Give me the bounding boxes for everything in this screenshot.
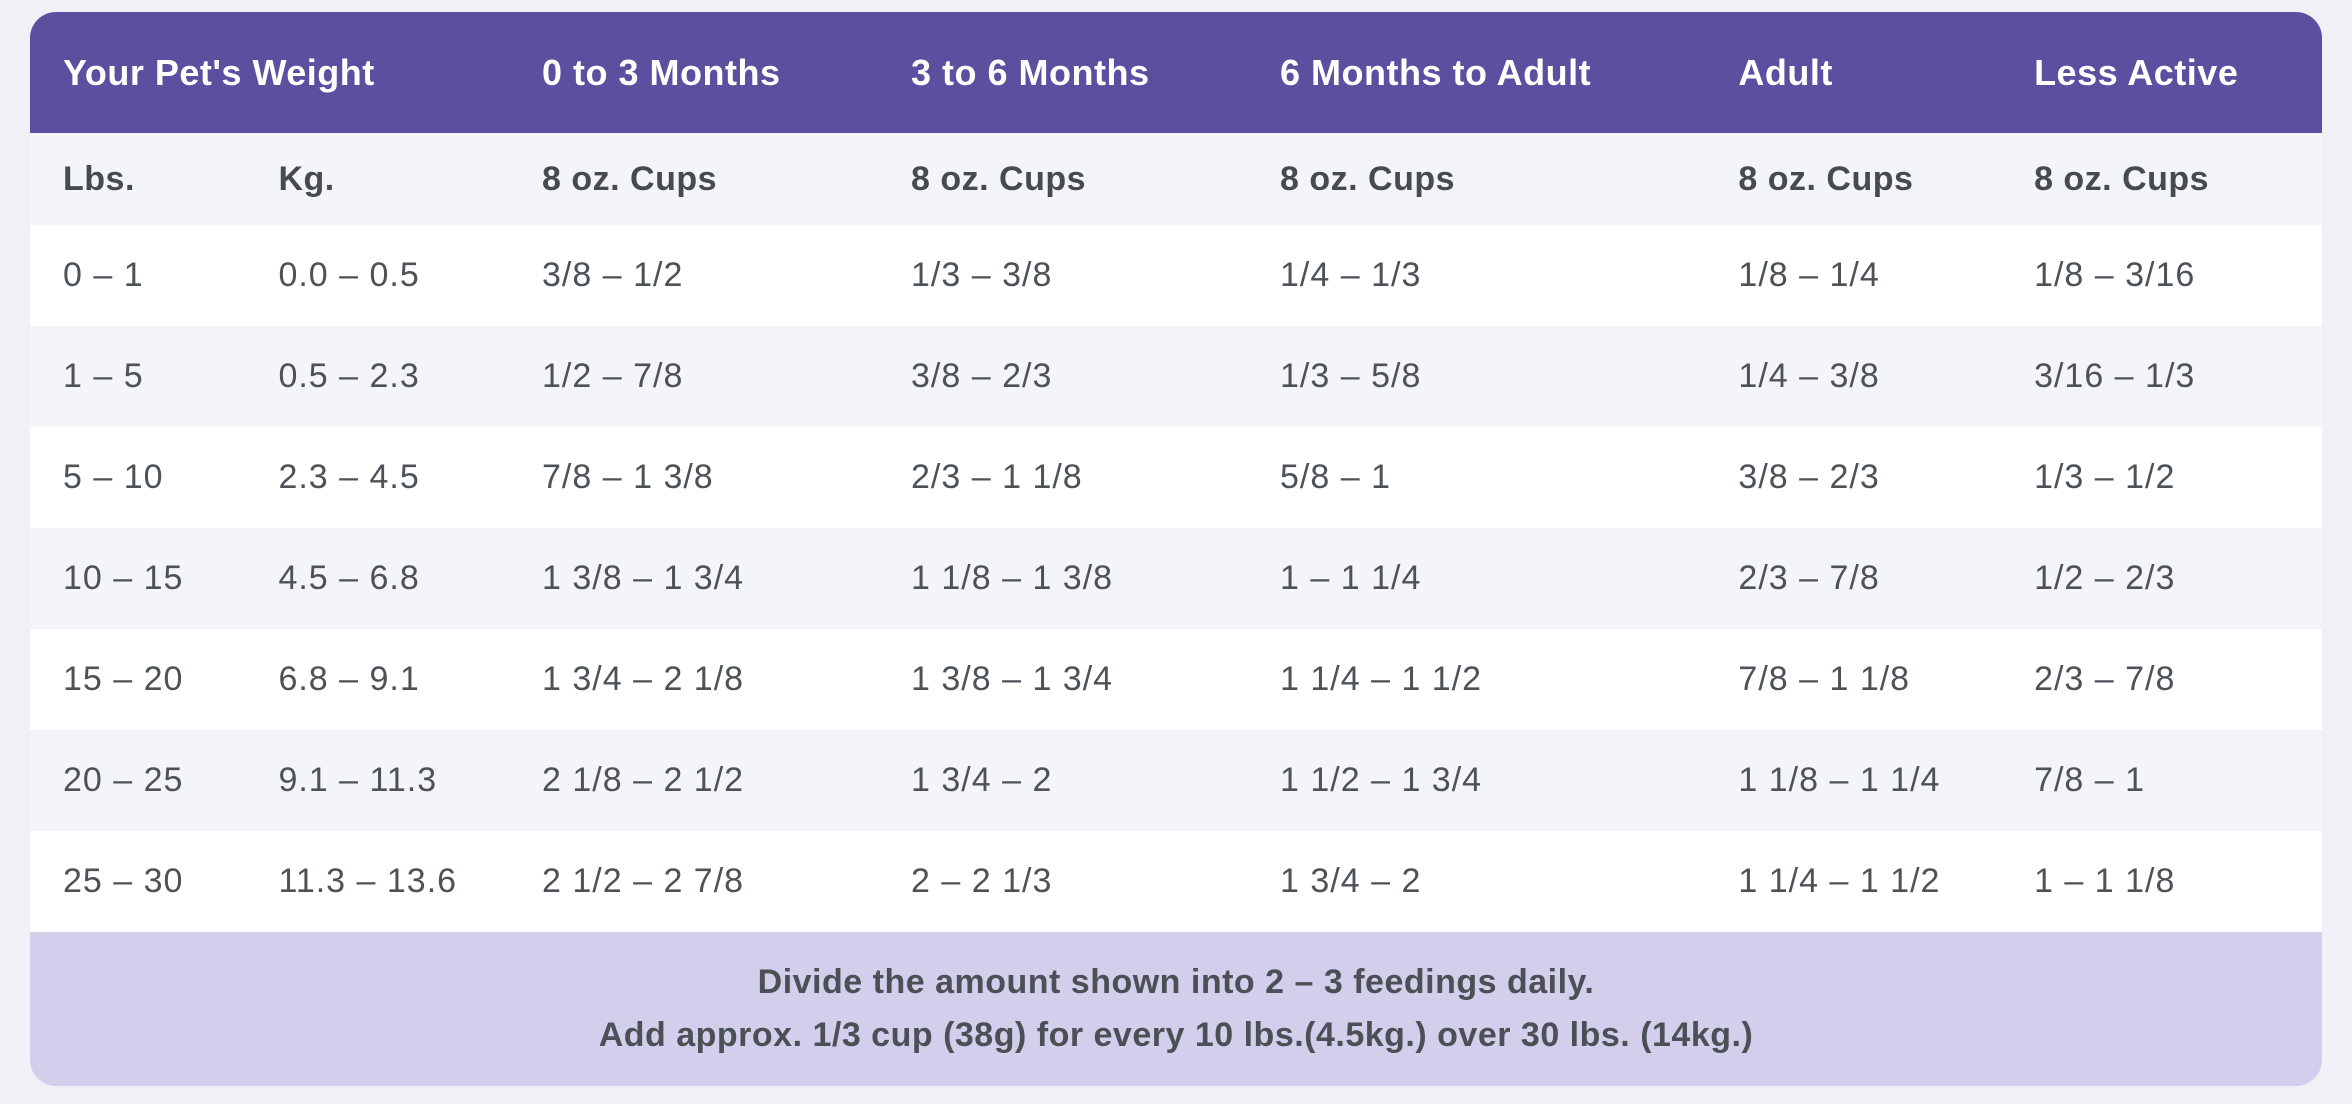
unit-lbs: Lbs. — [30, 133, 245, 225]
header-row — [30, 12, 2322, 133]
cell-0-3-months: 1 3/8 – 1 3/4 — [542, 559, 745, 597]
cell-lbs: 10 – 15 — [63, 559, 184, 597]
cell-kg: 2.3 – 4.5 — [278, 458, 420, 496]
cell-0-3-months: 2 1/2 – 2 7/8 — [542, 862, 745, 900]
cell-6-months-adult: 1/4 – 1/3 — [1280, 256, 1422, 294]
header-adult: Adult — [1705, 12, 2001, 133]
feeding-guide-card — [30, 12, 2322, 1086]
cell-0-3-months: 3/8 – 1/2 — [542, 256, 684, 294]
cell-3-6-months: 1 1/8 – 1 3/8 — [911, 559, 1114, 597]
cell-adult: 1 1/4 – 1 1/2 — [1738, 862, 1941, 900]
cell-0-3-months: 1 3/4 – 2 1/8 — [542, 660, 745, 698]
header-your-pets-weight: Your Pet's Weight — [30, 12, 509, 133]
cell-adult: 2/3 – 7/8 — [1738, 559, 1880, 597]
unit-kg: Kg. — [245, 133, 509, 225]
table-row — [30, 528, 2322, 629]
cell-less-active: 1/8 – 3/16 — [2034, 256, 2196, 294]
cell-3-6-months: 2 – 2 1/3 — [911, 862, 1053, 900]
cell-0-3-months: 1/2 – 7/8 — [542, 357, 684, 395]
cell-lbs: 15 – 20 — [63, 660, 184, 698]
header-0-to-3-months: 0 to 3 Months — [509, 12, 878, 133]
cell-less-active: 7/8 – 1 — [2034, 761, 2146, 799]
cell-0-3-months: 7/8 – 1 3/8 — [542, 458, 714, 496]
cell-3-6-months: 1 3/8 – 1 3/4 — [911, 660, 1114, 698]
cell-lbs: 5 – 10 — [63, 458, 164, 496]
cell-adult: 3/8 – 2/3 — [1738, 458, 1880, 496]
cell-less-active: 2/3 – 7/8 — [2034, 660, 2176, 698]
cell-6-months-adult: 5/8 – 1 — [1280, 458, 1391, 496]
cell-adult: 1 1/8 – 1 1/4 — [1738, 761, 1941, 799]
header-3-to-6-months: 3 to 6 Months — [878, 12, 1247, 133]
feeding-note — [30, 932, 2322, 1086]
cell-kg: 6.8 – 9.1 — [278, 660, 420, 698]
feeding-note-line1: Divide the amount shown into 2 – 3 feedings daily. — [757, 963, 1595, 1001]
cell-less-active: 1/3 – 1/2 — [2034, 458, 2176, 496]
table-row — [30, 225, 2322, 326]
cell-3-6-months: 1/3 – 3/8 — [911, 256, 1053, 294]
header-less-active: Less Active — [2001, 12, 2322, 133]
cell-6-months-adult: 1/3 – 5/8 — [1280, 357, 1422, 395]
cell-adult: 7/8 – 1 1/8 — [1738, 660, 1911, 698]
table-row — [30, 326, 2322, 427]
cell-6-months-adult: 1 3/4 – 2 — [1280, 862, 1422, 900]
table-row — [30, 427, 2322, 528]
cell-3-6-months: 2/3 – 1 1/8 — [911, 458, 1083, 496]
cell-lbs: 0 – 1 — [63, 256, 144, 294]
units-row — [30, 133, 2322, 225]
unit-cups-3-6: 8 oz. Cups — [878, 133, 1247, 225]
cell-lbs: 25 – 30 — [63, 862, 184, 900]
unit-cups-0-3: 8 oz. Cups — [509, 133, 878, 225]
cell-kg: 4.5 – 6.8 — [278, 559, 420, 597]
table-row — [30, 831, 2322, 932]
header-6-months-to-adult: 6 Months to Adult — [1247, 12, 1705, 133]
cell-adult: 1/4 – 3/8 — [1738, 357, 1880, 395]
unit-cups-6-adult: 8 oz. Cups — [1247, 133, 1705, 225]
cell-0-3-months: 2 1/8 – 2 1/2 — [542, 761, 745, 799]
cell-kg: 0.5 – 2.3 — [278, 357, 420, 395]
table-row — [30, 629, 2322, 730]
unit-cups-less-active: 8 oz. Cups — [2001, 133, 2322, 225]
cell-6-months-adult: 1 1/2 – 1 3/4 — [1280, 761, 1483, 799]
cell-3-6-months: 1 3/4 – 2 — [911, 761, 1053, 799]
cell-6-months-adult: 1 1/4 – 1 1/2 — [1280, 660, 1483, 698]
cell-kg: 11.3 – 13.6 — [278, 862, 458, 900]
cell-kg: 9.1 – 11.3 — [278, 761, 438, 799]
cell-3-6-months: 3/8 – 2/3 — [911, 357, 1053, 395]
cell-lbs: 20 – 25 — [63, 761, 184, 799]
table-row — [30, 730, 2322, 831]
cell-adult: 1/8 – 1/4 — [1738, 256, 1880, 294]
cell-less-active: 1/2 – 2/3 — [2034, 559, 2176, 597]
cell-less-active: 1 – 1 1/8 — [2034, 862, 2176, 900]
feeding-guide-table — [30, 12, 2322, 932]
unit-cups-adult: 8 oz. Cups — [1705, 133, 2001, 225]
cell-6-months-adult: 1 – 1 1/4 — [1280, 559, 1422, 597]
cell-less-active: 3/16 – 1/3 — [2034, 357, 2196, 395]
cell-lbs: 1 – 5 — [63, 357, 144, 395]
feeding-note-line2: Add approx. 1/3 cup (38g) for every 10 lbs.(4.5kg.) over 30 lbs. (14kg.) — [598, 1016, 1754, 1054]
cell-kg: 0.0 – 0.5 — [278, 256, 420, 294]
